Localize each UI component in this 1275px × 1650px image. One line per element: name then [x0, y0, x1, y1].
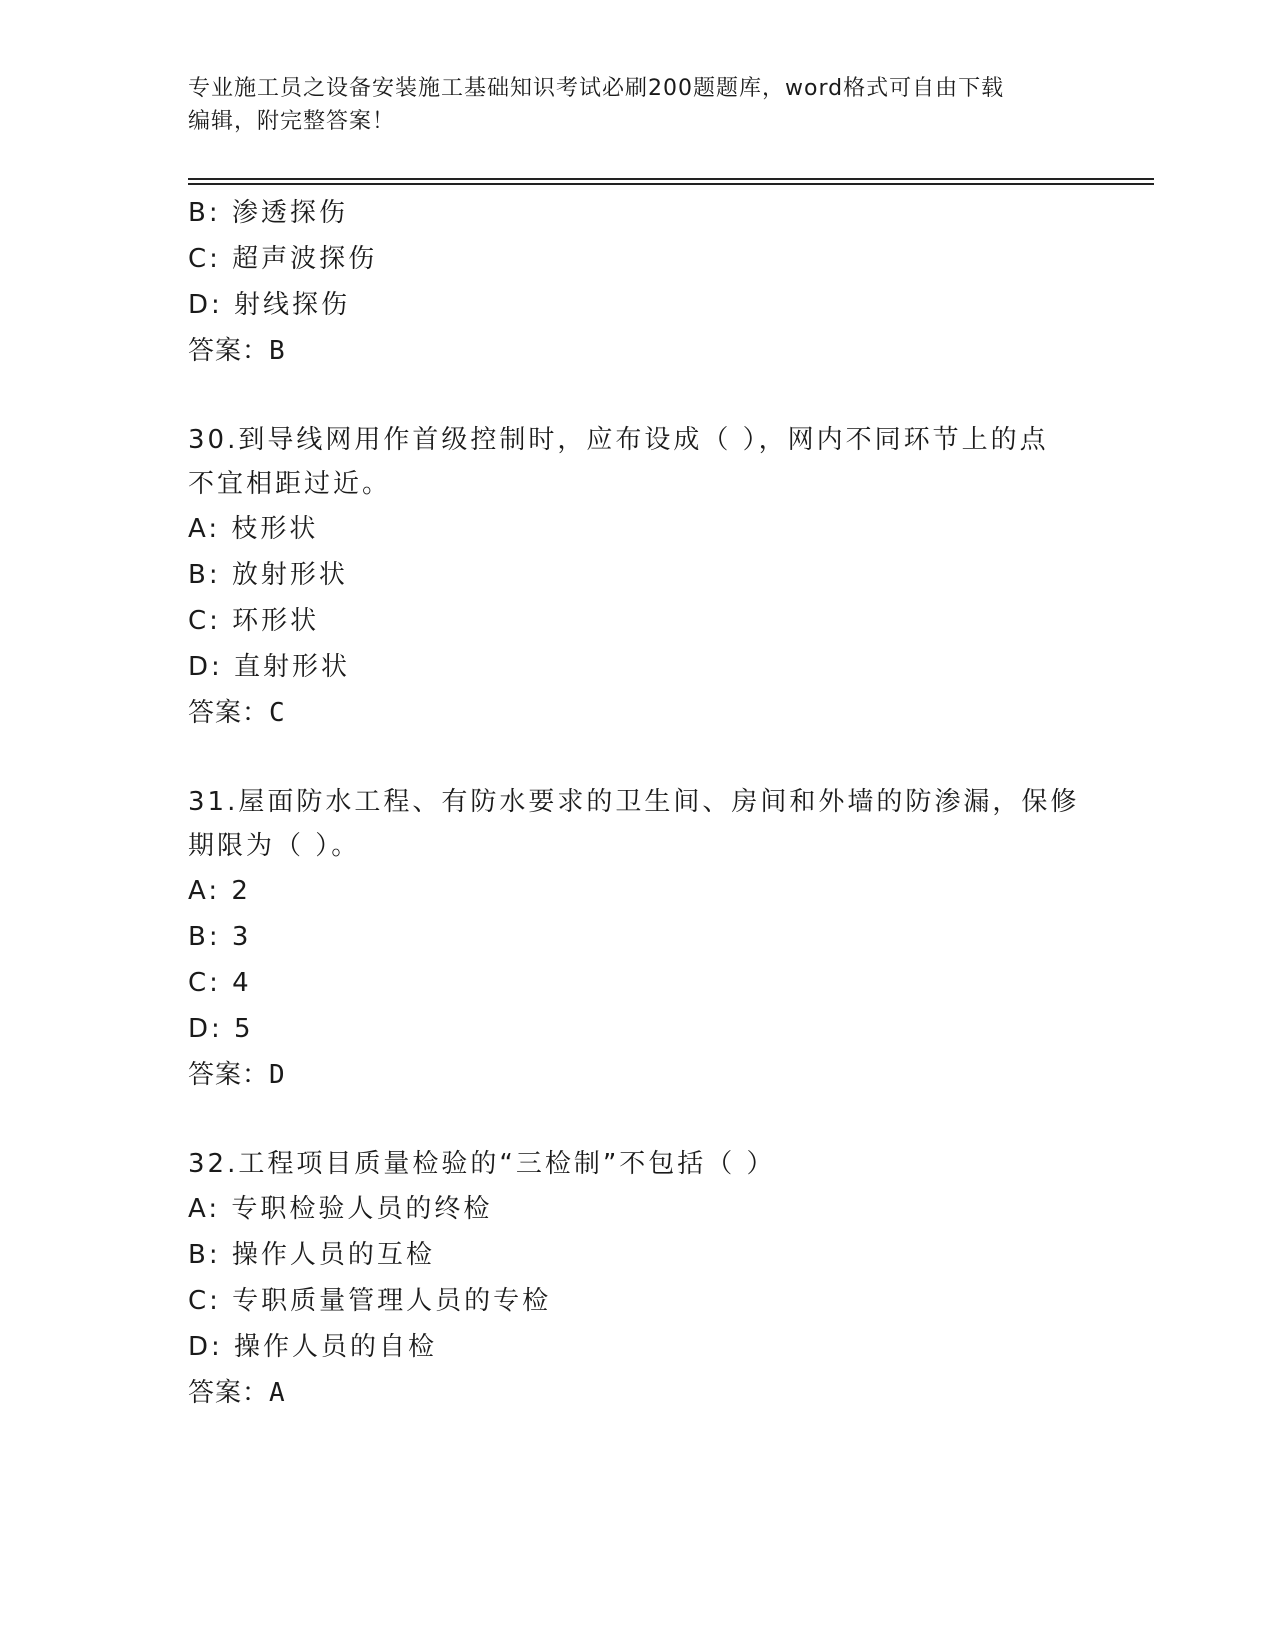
- answer-line: 答案：A: [188, 1378, 286, 1408]
- option-a: A: 专职检验人员的终检: [188, 1194, 493, 1224]
- header-divider-bottom: [188, 183, 1154, 185]
- question-31: [188, 780, 1088, 1098]
- question-stem: 30.到导线网用作首级控制时，应布设成（ ），网内不同环节上的点: [188, 425, 1049, 455]
- spacer: [188, 736, 1088, 780]
- option-d: D: 操作人员的自检: [188, 1332, 438, 1362]
- answer-line: 答案：D: [188, 1060, 286, 1090]
- option-c: C: 4: [188, 968, 252, 998]
- document-header: [188, 72, 1068, 138]
- option-b: B: 放射形状: [188, 560, 348, 590]
- question-32: [188, 1142, 1088, 1416]
- question-content: [188, 190, 1088, 1416]
- option-a: A: 2: [188, 876, 251, 906]
- option-c: C: 超声波探伤: [188, 244, 378, 274]
- header-title-line-2: 编辑，附完整答案！: [188, 109, 396, 134]
- answer-line: 答案：C: [188, 698, 286, 728]
- prev-question-tail: [188, 190, 1088, 374]
- option-a: A: 枝形状: [188, 514, 319, 544]
- option-d: D: 5: [188, 1014, 254, 1044]
- question-stem: 31.屋面防水工程、有防水要求的卫生间、房间和外墙的防渗漏，保修: [188, 787, 1080, 817]
- option-c: C: 专职质量管理人员的专检: [188, 1286, 552, 1316]
- question-stem: 32.工程项目质量检验的“三检制”不包括（ ）: [188, 1149, 776, 1179]
- option-d: D: 直射形状: [188, 652, 351, 682]
- header-title-line-1: 专业施工员之设备安装施工基础知识考试必刷200题题库，word格式可自由下载: [188, 76, 1005, 101]
- option-b: B: 操作人员的互检: [188, 1240, 435, 1270]
- option-b: B: 渗透探伤: [188, 198, 348, 228]
- spacer: [188, 1098, 1088, 1142]
- question-stem: 不宜相距过近。: [188, 469, 392, 499]
- option-d: D: 射线探伤: [188, 290, 351, 320]
- answer-line: 答案：B: [188, 336, 286, 366]
- question-30: [188, 418, 1088, 736]
- spacer: [188, 374, 1088, 418]
- option-b: B: 3: [188, 922, 252, 952]
- header-divider-top: [188, 178, 1154, 180]
- question-stem: 期限为（ ）。: [188, 831, 361, 861]
- option-c: C: 环形状: [188, 606, 320, 636]
